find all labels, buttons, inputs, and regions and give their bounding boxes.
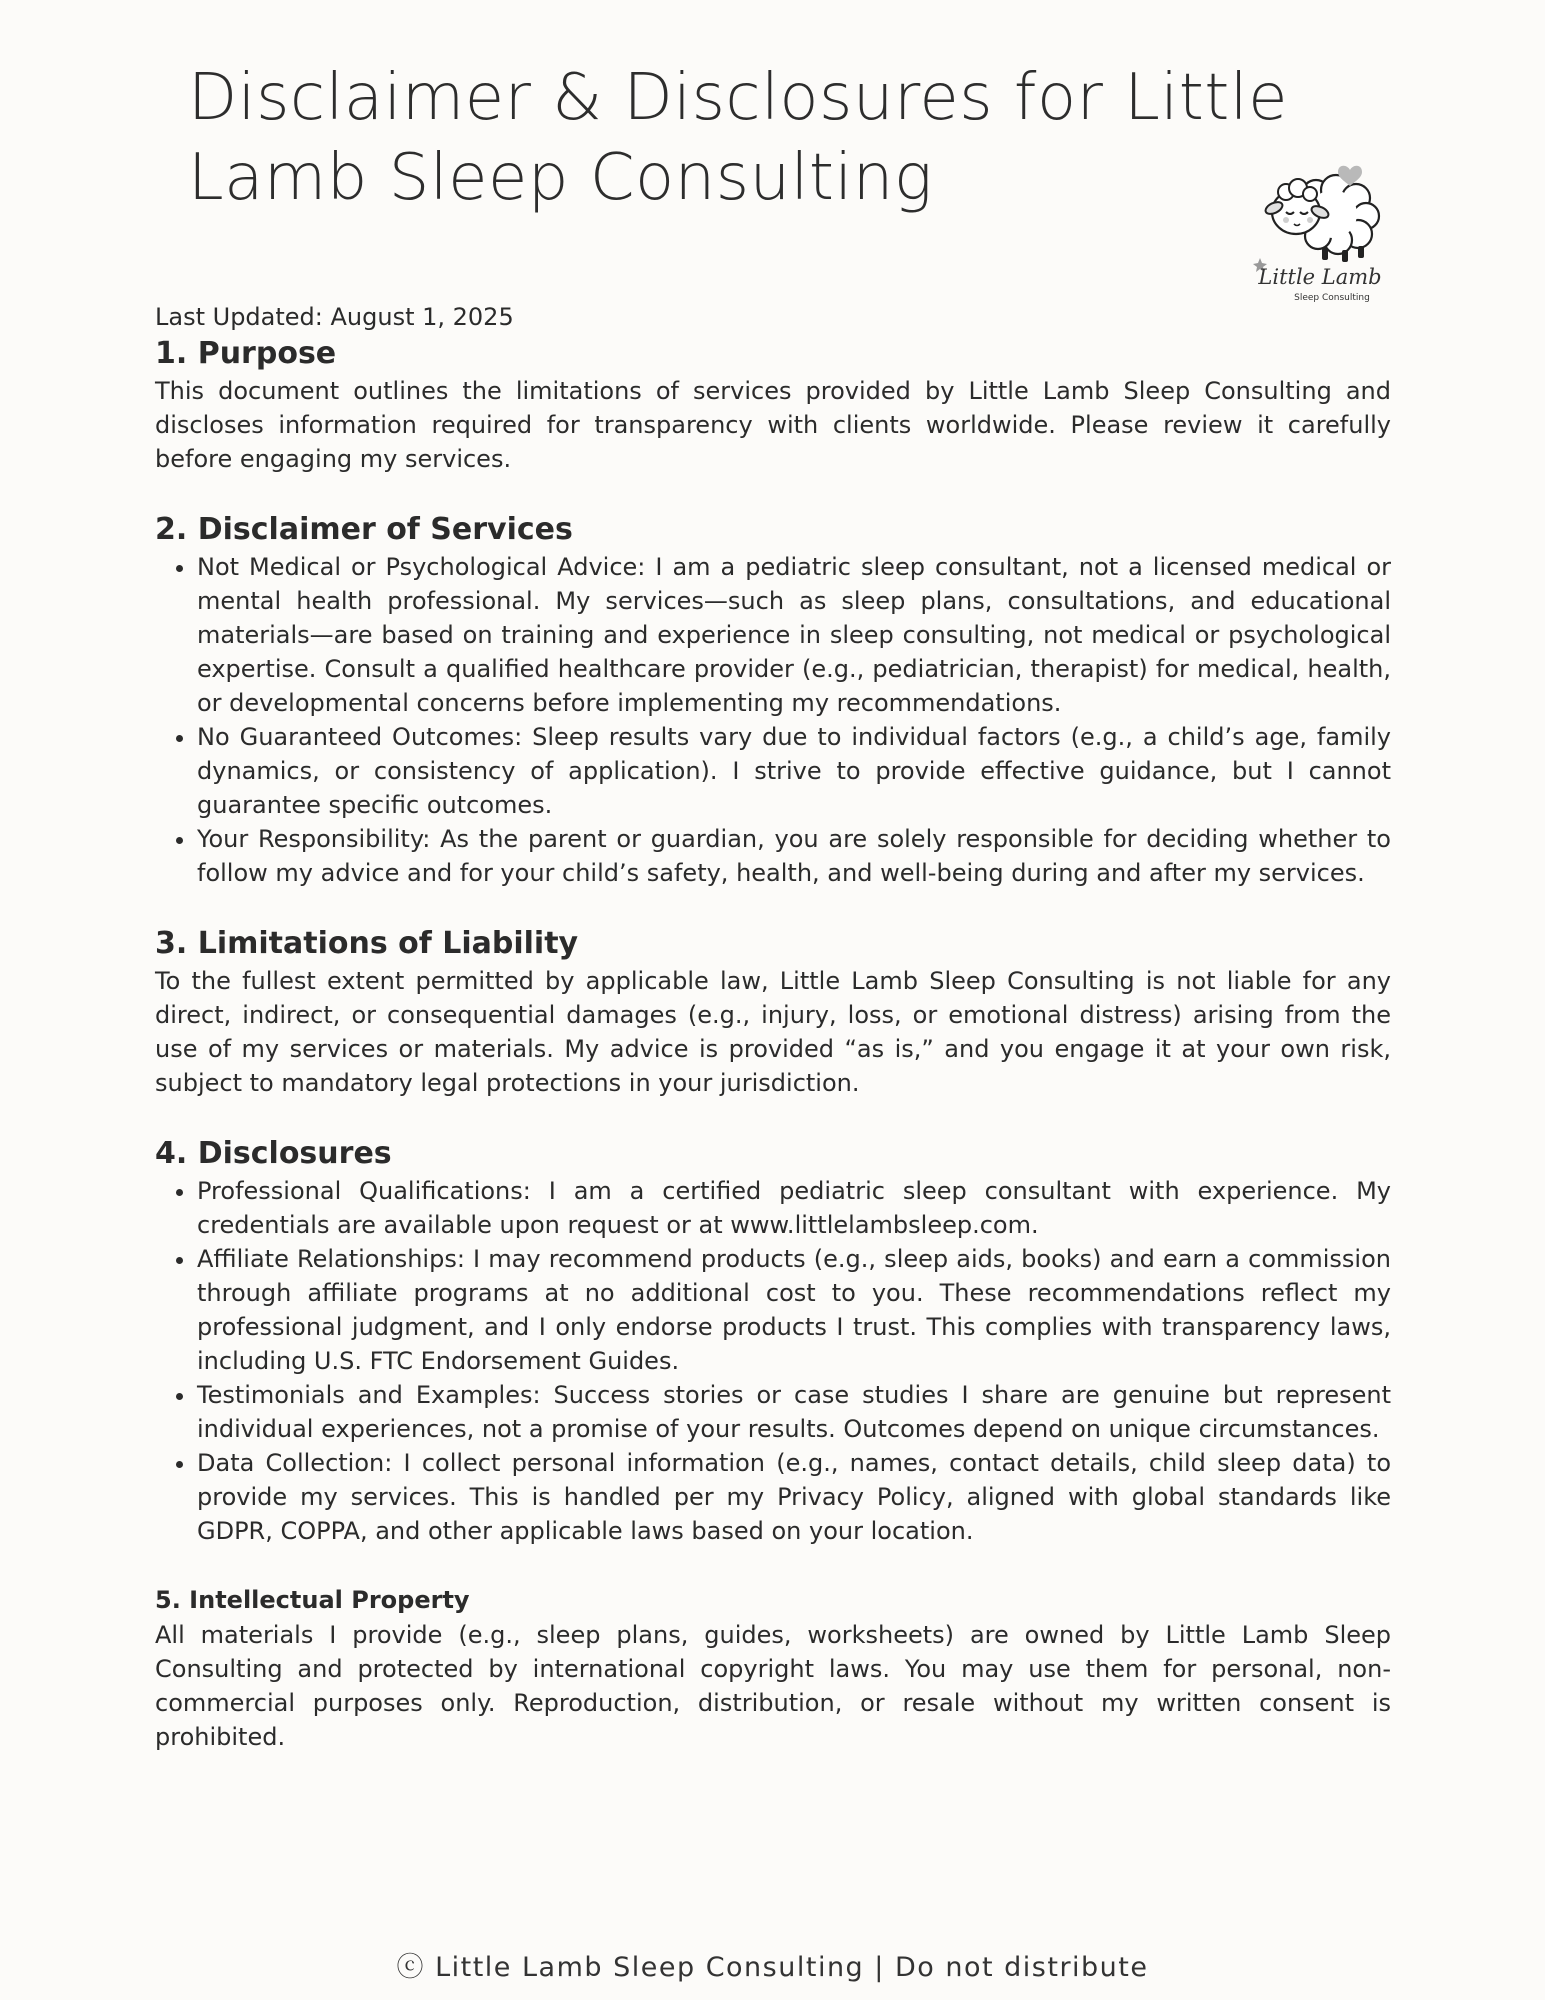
disclaimer-list	[155, 550, 1391, 890]
section-heading-disclosures: 4. Disclosures	[155, 1136, 392, 1171]
list-item: • Affiliate Relationships: I may recommend products (e.g., sleep aids, books) and earn a commission through affiliate programs at no additional cost to you. These recommendations reflect my professional judgment, and I only endorse products I trust. This complies with transparency laws, including U.S. FTC Endorsement Guides.	[197, 1242, 1391, 1378]
last-updated: Last Updated: August 1, 2025	[155, 303, 514, 331]
section-heading-purpose: 1. Purpose	[155, 336, 337, 371]
section-heading-ip: 5. Intellectual Property	[155, 1586, 470, 1614]
section-body-liability: To the fullest extent permitted by applicable law, Little Lamb Sleep Consulting is not liable for any direct, indirect, or consequential damages (e.g., injury, loss, or emotional distress) arising from the use of my services or materials. My advice is provided “as is,” and you engage it at your own risk, subject to mandatory legal protections in your jurisdiction.	[155, 967, 1391, 1097]
list-item: • No Guaranteed Outcomes: Sleep results vary due to individual factors (e.g., a child’s age, family dynamics, or consistency of application). I strive to provide effective guidance, but I cannot guarantee specific outcomes.	[197, 720, 1391, 822]
lamb-icon	[1238, 150, 1398, 310]
little-lamb-logo	[1238, 150, 1398, 310]
list-item: • Professional Qualifications: I am a certified pediatric sleep consultant with experience. My credentials are available upon request or at www.littlelambsleep.com.	[197, 1174, 1391, 1242]
section-heading-liability: 3. Limitations of Liability	[155, 926, 579, 961]
list-item: • Testimonials and Examples: Success stories or case studies I share are genuine but represent individual experiences, not a promise of your results. Outcomes depend on unique circumstances.	[197, 1378, 1391, 1446]
svg-text:Little Lamb: Little Lamb	[1258, 265, 1382, 289]
list-item: • Your Responsibility: As the parent or guardian, you are solely responsible for deciding whether to follow my advice and for your child’s safety, health, and well-being during and after my services.	[197, 822, 1391, 890]
section-body-purpose: This document outlines the limitations of services provided by Little Lamb Sleep Consulting and discloses information required for transparency with clients worldwide. Please review it carefully before engaging my services.	[155, 377, 1391, 473]
section-heading-disclaimer: 2. Disclaimer of Services	[155, 512, 573, 547]
document-body	[155, 300, 1391, 1754]
list-item: • Not Medical or Psychological Advice: I am a pediatric sleep consultant, not a licensed medical or mental health professional. My services—such as sleep plans, consultations, and educational materials—are based on training and experience in sleep consulting, not medical or psychological expertise. Consult a qualified healthcare provider (e.g., pediatrician, therapist) for medical, health, or developmental concerns before implementing my recommendations.	[197, 550, 1391, 720]
list-item: • Data Collection: I collect personal information (e.g., names, contact details, child sleep data) to provide my services. This is handled per my Privacy Policy, aligned with global standards like GDPR, COPPA, and other applicable laws based on your location.	[197, 1446, 1391, 1548]
footer-copyright: ⓒ Little Lamb Sleep Consulting | Do not distribute	[396, 1952, 1149, 1983]
disclosures-list	[155, 1174, 1391, 1548]
section-body-ip: All materials I provide (e.g., sleep plans, guides, worksheets) are owned by Little Lamb Sleep Consulting and protected by international copyright laws. You may use them for personal, non-commercial purposes only. Reproduction, distribution, or resale without my written consent is prohibited.	[155, 1621, 1391, 1751]
page-title: Disclaimer & Disclosures for Little Lamb Sleep Consulting	[188, 61, 1289, 215]
svg-text:Sleep Consulting: Sleep Consulting	[1294, 293, 1370, 303]
